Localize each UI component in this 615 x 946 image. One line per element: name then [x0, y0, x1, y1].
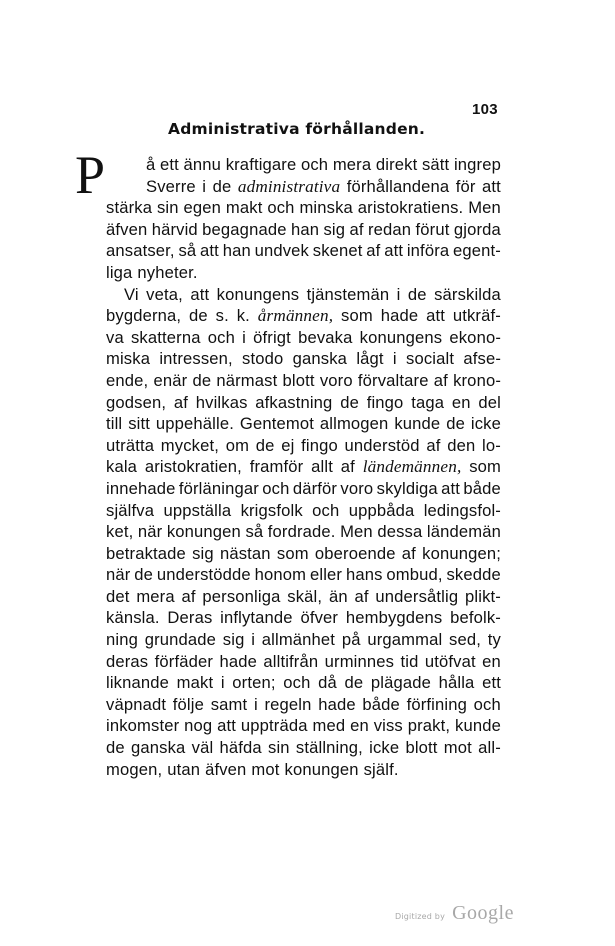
word: de: [134, 565, 154, 585]
text-line: [106, 715, 501, 737]
word: en: [350, 716, 369, 736]
word: ingrep: [453, 155, 501, 174]
word: undersåtlig: [375, 586, 459, 606]
word: än: [328, 586, 348, 606]
word: dessa: [377, 522, 423, 542]
word: till: [106, 414, 123, 434]
word: mera: [332, 155, 372, 174]
word: begagnade: [202, 219, 287, 239]
word: uppträda: [240, 716, 308, 736]
word: af: [340, 457, 355, 477]
word: och: [267, 198, 295, 218]
word: äfven: [205, 759, 247, 779]
word: härvid: [151, 219, 198, 239]
word: mot: [443, 738, 472, 758]
word: allt: [311, 457, 333, 477]
text-line: [106, 478, 501, 500]
word: bevaka: [298, 327, 353, 347]
word: ekono-: [449, 327, 501, 347]
word: krigsfolk: [240, 500, 303, 520]
text-line: [106, 262, 501, 284]
word: uträtta: [106, 435, 155, 455]
word: viss: [373, 716, 403, 736]
word: i: [251, 630, 256, 650]
word: allmänhet: [261, 630, 336, 650]
word: lo-: [482, 435, 501, 455]
word: aristokratien,: [144, 457, 242, 477]
word: förfining: [406, 694, 467, 714]
word: i: [253, 694, 258, 714]
word: sin: [156, 198, 179, 218]
text-line: [106, 564, 501, 586]
word: stärka: [106, 198, 153, 218]
word: väpnadt: [106, 694, 167, 714]
word: förut: [415, 219, 450, 239]
word: ende,: [106, 370, 149, 390]
word: grundade: [144, 630, 217, 650]
word: intressen,: [159, 349, 233, 369]
word: och: [300, 155, 329, 174]
watermark-digitized-by: Digitized by: [395, 912, 445, 921]
page-number: 103: [472, 101, 498, 118]
word: skyldiga: [376, 478, 438, 498]
word: makt: [225, 198, 263, 218]
word: konungen;: [422, 543, 501, 563]
word: ansatser,: [106, 241, 175, 261]
word: i: [396, 284, 401, 304]
word: hade: [318, 694, 356, 714]
text-line: [106, 413, 501, 435]
word: uppbåda: [348, 500, 415, 520]
text-line: [106, 197, 501, 219]
word: all-: [478, 738, 501, 758]
word: om: [225, 435, 250, 455]
word: va: [106, 327, 124, 347]
word: hade: [219, 651, 257, 671]
word: sig: [222, 630, 245, 650]
word: ombud,: [386, 565, 443, 585]
word: honom: [254, 565, 307, 585]
word: redan: [367, 219, 412, 239]
word: äfven: [106, 219, 148, 239]
word: kunde: [394, 414, 441, 434]
text-line: [106, 629, 501, 651]
text-line: [106, 500, 501, 522]
word: de: [106, 738, 125, 758]
text-line: [106, 219, 501, 241]
word: ty: [487, 630, 501, 650]
word: införa: [406, 241, 450, 261]
text-line: [106, 521, 501, 543]
text-line: [106, 651, 501, 673]
word: närmast: [216, 370, 278, 390]
word: af: [366, 241, 381, 261]
word: blott: [282, 370, 315, 390]
word: i: [242, 327, 246, 347]
word: krono-: [453, 370, 501, 390]
word: när: [106, 565, 131, 585]
word: godsen,: [106, 392, 167, 412]
word: uppehälle.: [155, 414, 234, 434]
text-line: [106, 392, 501, 414]
word: förfäder: [154, 651, 214, 671]
word: urminnes: [324, 651, 395, 671]
text-line: [106, 240, 501, 262]
word: egent-: [453, 241, 501, 261]
word: ländemän: [426, 522, 501, 542]
word: mogen,: [106, 759, 163, 779]
word: de: [255, 435, 275, 455]
word: kraftigare: [225, 155, 297, 174]
word: af: [349, 219, 364, 239]
word: undvek: [254, 241, 309, 261]
word: utkräf-: [452, 306, 501, 326]
word: tid: [400, 651, 419, 671]
word: regeln: [264, 694, 312, 714]
word: han: [290, 219, 320, 239]
text-line: [106, 435, 501, 457]
word: skenet: [312, 241, 363, 261]
word: konungen: [166, 522, 241, 542]
word: den: [447, 435, 476, 455]
word: innehade: [106, 478, 176, 498]
word: sin: [268, 738, 290, 758]
word: på: [341, 630, 361, 650]
word: af: [433, 370, 448, 390]
word: både: [463, 478, 501, 498]
text-line: [106, 759, 501, 781]
word: Men: [468, 198, 501, 218]
word: öfrigt: [253, 327, 291, 347]
word: känsla.: [106, 608, 160, 628]
word: eller: [310, 565, 343, 585]
word: därför: [292, 478, 338, 498]
word: förläningar: [178, 478, 259, 498]
word: och: [312, 500, 340, 520]
word: som: [341, 306, 373, 326]
word: egen: [183, 198, 222, 218]
word: skedde: [446, 565, 501, 585]
word: de: [407, 284, 427, 304]
word: mycket,: [160, 435, 219, 455]
word: när: [137, 522, 163, 542]
word: Deras: [167, 608, 213, 628]
word: som: [276, 543, 309, 563]
word: liga: [106, 262, 133, 282]
word: i: [392, 349, 397, 369]
word: de: [446, 414, 465, 434]
word: mot: [251, 759, 280, 779]
word: sätt: [421, 155, 450, 174]
word: häfda: [219, 738, 262, 758]
watermark-google-logo: Google: [452, 902, 514, 924]
word: ning: [106, 630, 138, 650]
word: af: [173, 392, 188, 412]
word: att: [441, 478, 461, 498]
word: och: [262, 478, 290, 498]
word: s.: [215, 306, 229, 326]
word: afse-: [463, 349, 501, 369]
word: samt: [210, 694, 248, 714]
italic-word: årmännen,: [257, 306, 334, 326]
word: k.: [236, 306, 250, 326]
word: alltifrån: [263, 651, 319, 671]
text-line: [106, 607, 501, 629]
word: konungen: [284, 759, 359, 779]
word: minska: [299, 198, 353, 218]
text-line: [106, 694, 501, 716]
word: ket,: [106, 522, 134, 542]
word: särskilda: [434, 284, 501, 304]
word: utöfvat: [424, 651, 476, 671]
word: voro: [340, 478, 374, 498]
word: icke: [369, 738, 400, 758]
word: en: [451, 392, 471, 412]
word: af: [354, 586, 369, 606]
word: tjänstemän: [306, 284, 390, 304]
word: konungens: [359, 327, 443, 347]
word: sig: [192, 543, 214, 563]
word: att: [384, 241, 404, 261]
word: socialt: [406, 349, 455, 369]
word: de: [189, 306, 208, 326]
text-line: [106, 737, 501, 759]
word: fordrade.: [267, 522, 336, 542]
word: blott: [405, 738, 438, 758]
word: veta,: [146, 284, 183, 304]
word: hans: [345, 565, 383, 585]
word: kunde: [455, 716, 501, 736]
word: Vi: [124, 284, 139, 304]
word: själfva: [106, 500, 155, 520]
word: hade: [380, 306, 419, 326]
word: orten;: [232, 673, 276, 693]
word: icke: [470, 414, 501, 434]
word: ej: [281, 435, 295, 455]
word: å: [146, 155, 156, 174]
word: af: [181, 586, 196, 606]
italic-word: ländemännen,: [362, 457, 462, 477]
word: Men: [340, 522, 373, 542]
word: det: [106, 586, 130, 606]
word: taga: [411, 392, 445, 412]
word: understöd: [344, 435, 420, 455]
text-line: [106, 348, 501, 370]
word: voro: [319, 370, 353, 390]
word: då: [318, 673, 337, 693]
word: urgammal: [367, 630, 443, 650]
word: oberoende: [314, 543, 396, 563]
word: och: [207, 327, 235, 347]
text-line: [106, 672, 501, 694]
word: väl: [191, 738, 214, 758]
word: hembygdens: [345, 608, 443, 628]
word: Sverre: [146, 176, 196, 196]
word: direkt: [375, 155, 418, 174]
word: som: [469, 457, 501, 477]
section-heading: Administrativa förhållanden.: [168, 120, 426, 138]
word: inkomster: [106, 716, 180, 736]
text-line: [106, 154, 501, 176]
word: ett: [160, 155, 179, 174]
word: med: [312, 716, 346, 736]
word: ganska: [130, 738, 186, 758]
word: skatterna: [130, 327, 201, 347]
word: så: [178, 241, 197, 261]
word: ledingsfol-: [423, 500, 501, 520]
word: han: [222, 241, 251, 261]
word: plägade: [370, 673, 431, 693]
word: och: [473, 694, 501, 714]
word: förvaltare: [357, 370, 429, 390]
word: ett: [482, 673, 501, 693]
word: mera: [136, 586, 175, 606]
text-line: [106, 284, 501, 306]
word: lågt: [356, 349, 384, 369]
word: personliga: [202, 586, 281, 606]
word: af: [426, 435, 441, 455]
word: de: [344, 673, 364, 693]
word: för: [455, 176, 476, 196]
text-line: [106, 456, 501, 478]
word: liknande: [106, 673, 170, 693]
google-watermark: [395, 902, 514, 925]
word: kala: [106, 457, 138, 477]
word: afkastning: [255, 392, 333, 412]
word: i: [220, 673, 225, 693]
word: fingo: [366, 392, 404, 412]
word: bygderna,: [106, 306, 182, 326]
text-line: [106, 176, 501, 198]
word: uppställa: [163, 500, 232, 520]
word: att: [200, 241, 219, 261]
word: ganska: [292, 349, 348, 369]
word: en: [482, 651, 501, 671]
word: plikt-: [465, 586, 501, 606]
word: deras: [106, 651, 149, 671]
word: att: [426, 306, 445, 326]
word: och: [283, 673, 311, 693]
word: skäl,: [287, 586, 323, 606]
word: del: [478, 392, 501, 412]
word: själf.: [363, 759, 399, 779]
word: miska: [106, 349, 151, 369]
word: förhållandena: [346, 176, 450, 196]
word: nästan: [219, 543, 271, 563]
word: gjorda: [453, 219, 501, 239]
text-line: [106, 543, 501, 565]
word: utan: [167, 759, 201, 779]
word: nog: [184, 716, 213, 736]
word: prakt,: [407, 716, 451, 736]
word: Gentemot: [239, 414, 314, 434]
word: makt: [176, 673, 214, 693]
word: ännu: [183, 155, 222, 174]
word: de: [340, 392, 359, 412]
drop-cap-initial: P: [75, 145, 106, 205]
word: framför: [249, 457, 304, 477]
word: nyheter.: [137, 262, 198, 282]
text-line: [106, 586, 501, 608]
word: de: [192, 370, 212, 390]
word: följe: [172, 694, 204, 714]
word: befolk-: [450, 608, 501, 628]
word: sig: [323, 219, 346, 239]
word: både: [362, 694, 400, 714]
word: att: [190, 284, 210, 304]
italic-word: administrativa: [237, 176, 341, 196]
word: hvilkas: [195, 392, 248, 412]
word: allmogen: [319, 414, 389, 434]
word: sed,: [449, 630, 481, 650]
text-line: [106, 305, 501, 327]
word: ställning,: [295, 738, 363, 758]
word: de: [212, 176, 232, 196]
text-line: [106, 370, 501, 392]
word: understödde: [156, 565, 251, 585]
word: fingo: [301, 435, 338, 455]
word: hålla: [438, 673, 475, 693]
word: konungens: [216, 284, 300, 304]
word: stodo: [242, 349, 284, 369]
word: af: [401, 543, 416, 563]
word: enär: [153, 370, 188, 390]
word: betraktade: [106, 543, 186, 563]
word: så: [245, 522, 264, 542]
word: att: [217, 716, 237, 736]
body-text: [106, 154, 501, 780]
word: sitt: [128, 414, 150, 434]
word: öfver: [300, 608, 339, 628]
word: i: [202, 176, 207, 196]
word: aristokratiens.: [357, 198, 464, 218]
text-line: [106, 327, 501, 349]
word: inflytande: [220, 608, 293, 628]
word: att: [482, 176, 501, 196]
